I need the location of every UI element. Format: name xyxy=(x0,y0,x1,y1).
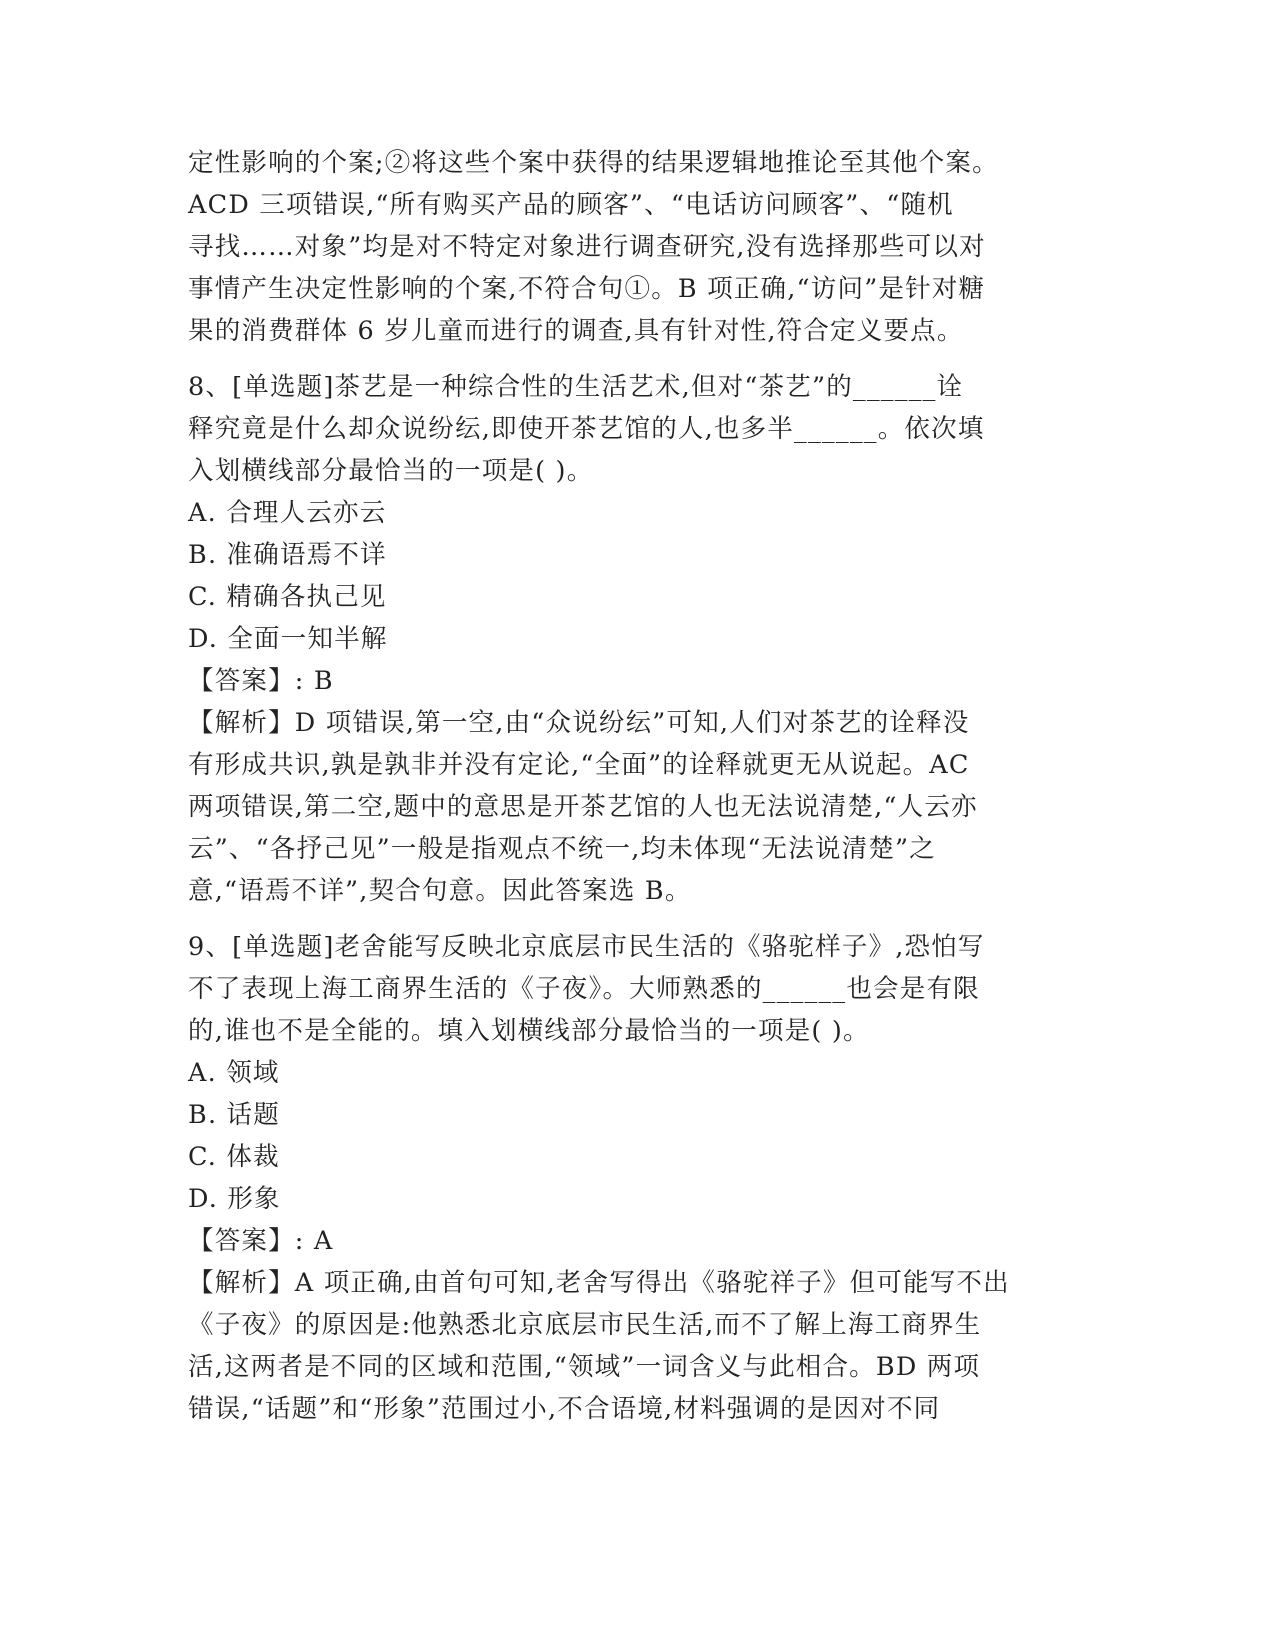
text-line: 事情产生决定性影响的个案,不符合句①。B 项正确,“访问”是针对糖 xyxy=(188,274,986,304)
question-stem-line: 入划横线部分最恰当的一项是( )。 xyxy=(188,456,594,486)
analysis-line: 有形成共识,孰是孰非并没有定论,“全面”的诠释就更无从说起。AC xyxy=(188,750,970,780)
question-stem-line: 9、[单选题]老舍能写反映北京底层市民生活的《骆驼样子》,恐怕写 xyxy=(188,932,985,962)
option-d: D. 形象 xyxy=(188,1184,281,1214)
text-line: 果的消费群体 6 岁儿童而进行的调查,具有针对性,符合定义要点。 xyxy=(188,316,964,346)
question-stem-line: 8、[单选题]茶艺是一种综合性的生活艺术,但对“茶艺”的______诠 xyxy=(188,372,964,402)
document-page xyxy=(188,142,1078,1430)
text-line: ACD 三项错误,“所有购买产品的顾客”、“电话访问顾客”、“随机 xyxy=(188,190,954,220)
analysis-line: 两项错误,第二空,题中的意思是开茶艺馆的人也无法说清楚,“人云亦 xyxy=(188,792,978,822)
analysis-line: 【解析】D 项错误,第一空,由“众说纷纭”可知,人们对茶艺的诠释没 xyxy=(188,708,970,738)
intro-analysis-paragraph xyxy=(188,142,1078,352)
option-c: C. 精确各执己见 xyxy=(188,582,387,612)
option-d: D. 全面一知半解 xyxy=(188,624,388,654)
question-8 xyxy=(188,366,1078,912)
spacer xyxy=(188,912,1078,926)
option-a: A. 合理人云亦云 xyxy=(188,498,387,528)
text-line: 寻找……对象”均是对不特定对象进行调查研究,没有选择那些可以对 xyxy=(188,232,986,262)
analysis-line: 活,这两者是不同的区域和范围,“领域”一词含义与此相合。BD 两项 xyxy=(188,1352,981,1382)
option-c: C. 体裁 xyxy=(188,1142,280,1172)
question-stem-line: 的,谁也不是全能的。填入划横线部分最恰当的一项是( )。 xyxy=(188,1016,870,1046)
answer-line: 【答案】: A xyxy=(188,1226,334,1256)
spacer xyxy=(188,352,1078,366)
question-stem-line: 不了表现上海工商界生活的《子夜》。大师熟悉的______也会是有限 xyxy=(188,974,980,1004)
analysis-line: 【解析】A 项正确,由首句可知,老舍写得出《骆驼祥子》但可能写不出 xyxy=(188,1268,1010,1298)
question-stem-line: 释究竟是什么却众说纷纭,即使开茶艺馆的人,也多半______。依次填 xyxy=(188,414,985,444)
question-9 xyxy=(188,926,1078,1430)
option-a: A. 领域 xyxy=(188,1058,280,1088)
analysis-line: 意,“语焉不详”,契合句意。因此答案选 B。 xyxy=(188,876,692,906)
analysis-line: 错误,“话题”和“形象”范围过小,不合语境,材料强调的是因对不同 xyxy=(188,1394,941,1424)
option-b: B. 准确语焉不详 xyxy=(188,540,387,570)
answer-line: 【答案】: B xyxy=(188,666,334,696)
option-b: B. 话题 xyxy=(188,1100,280,1130)
text-line: 定性影响的个案;②将这些个案中获得的结果逻辑地推论至其他个案。 xyxy=(188,148,999,178)
analysis-line: 云”、“各抒己见”一般是指观点不统一,均未体现“无法说清楚”之 xyxy=(188,834,936,864)
analysis-line: 《子夜》的原因是:他熟悉北京底层市民生活,而不了解上海工商界生 xyxy=(188,1310,982,1340)
